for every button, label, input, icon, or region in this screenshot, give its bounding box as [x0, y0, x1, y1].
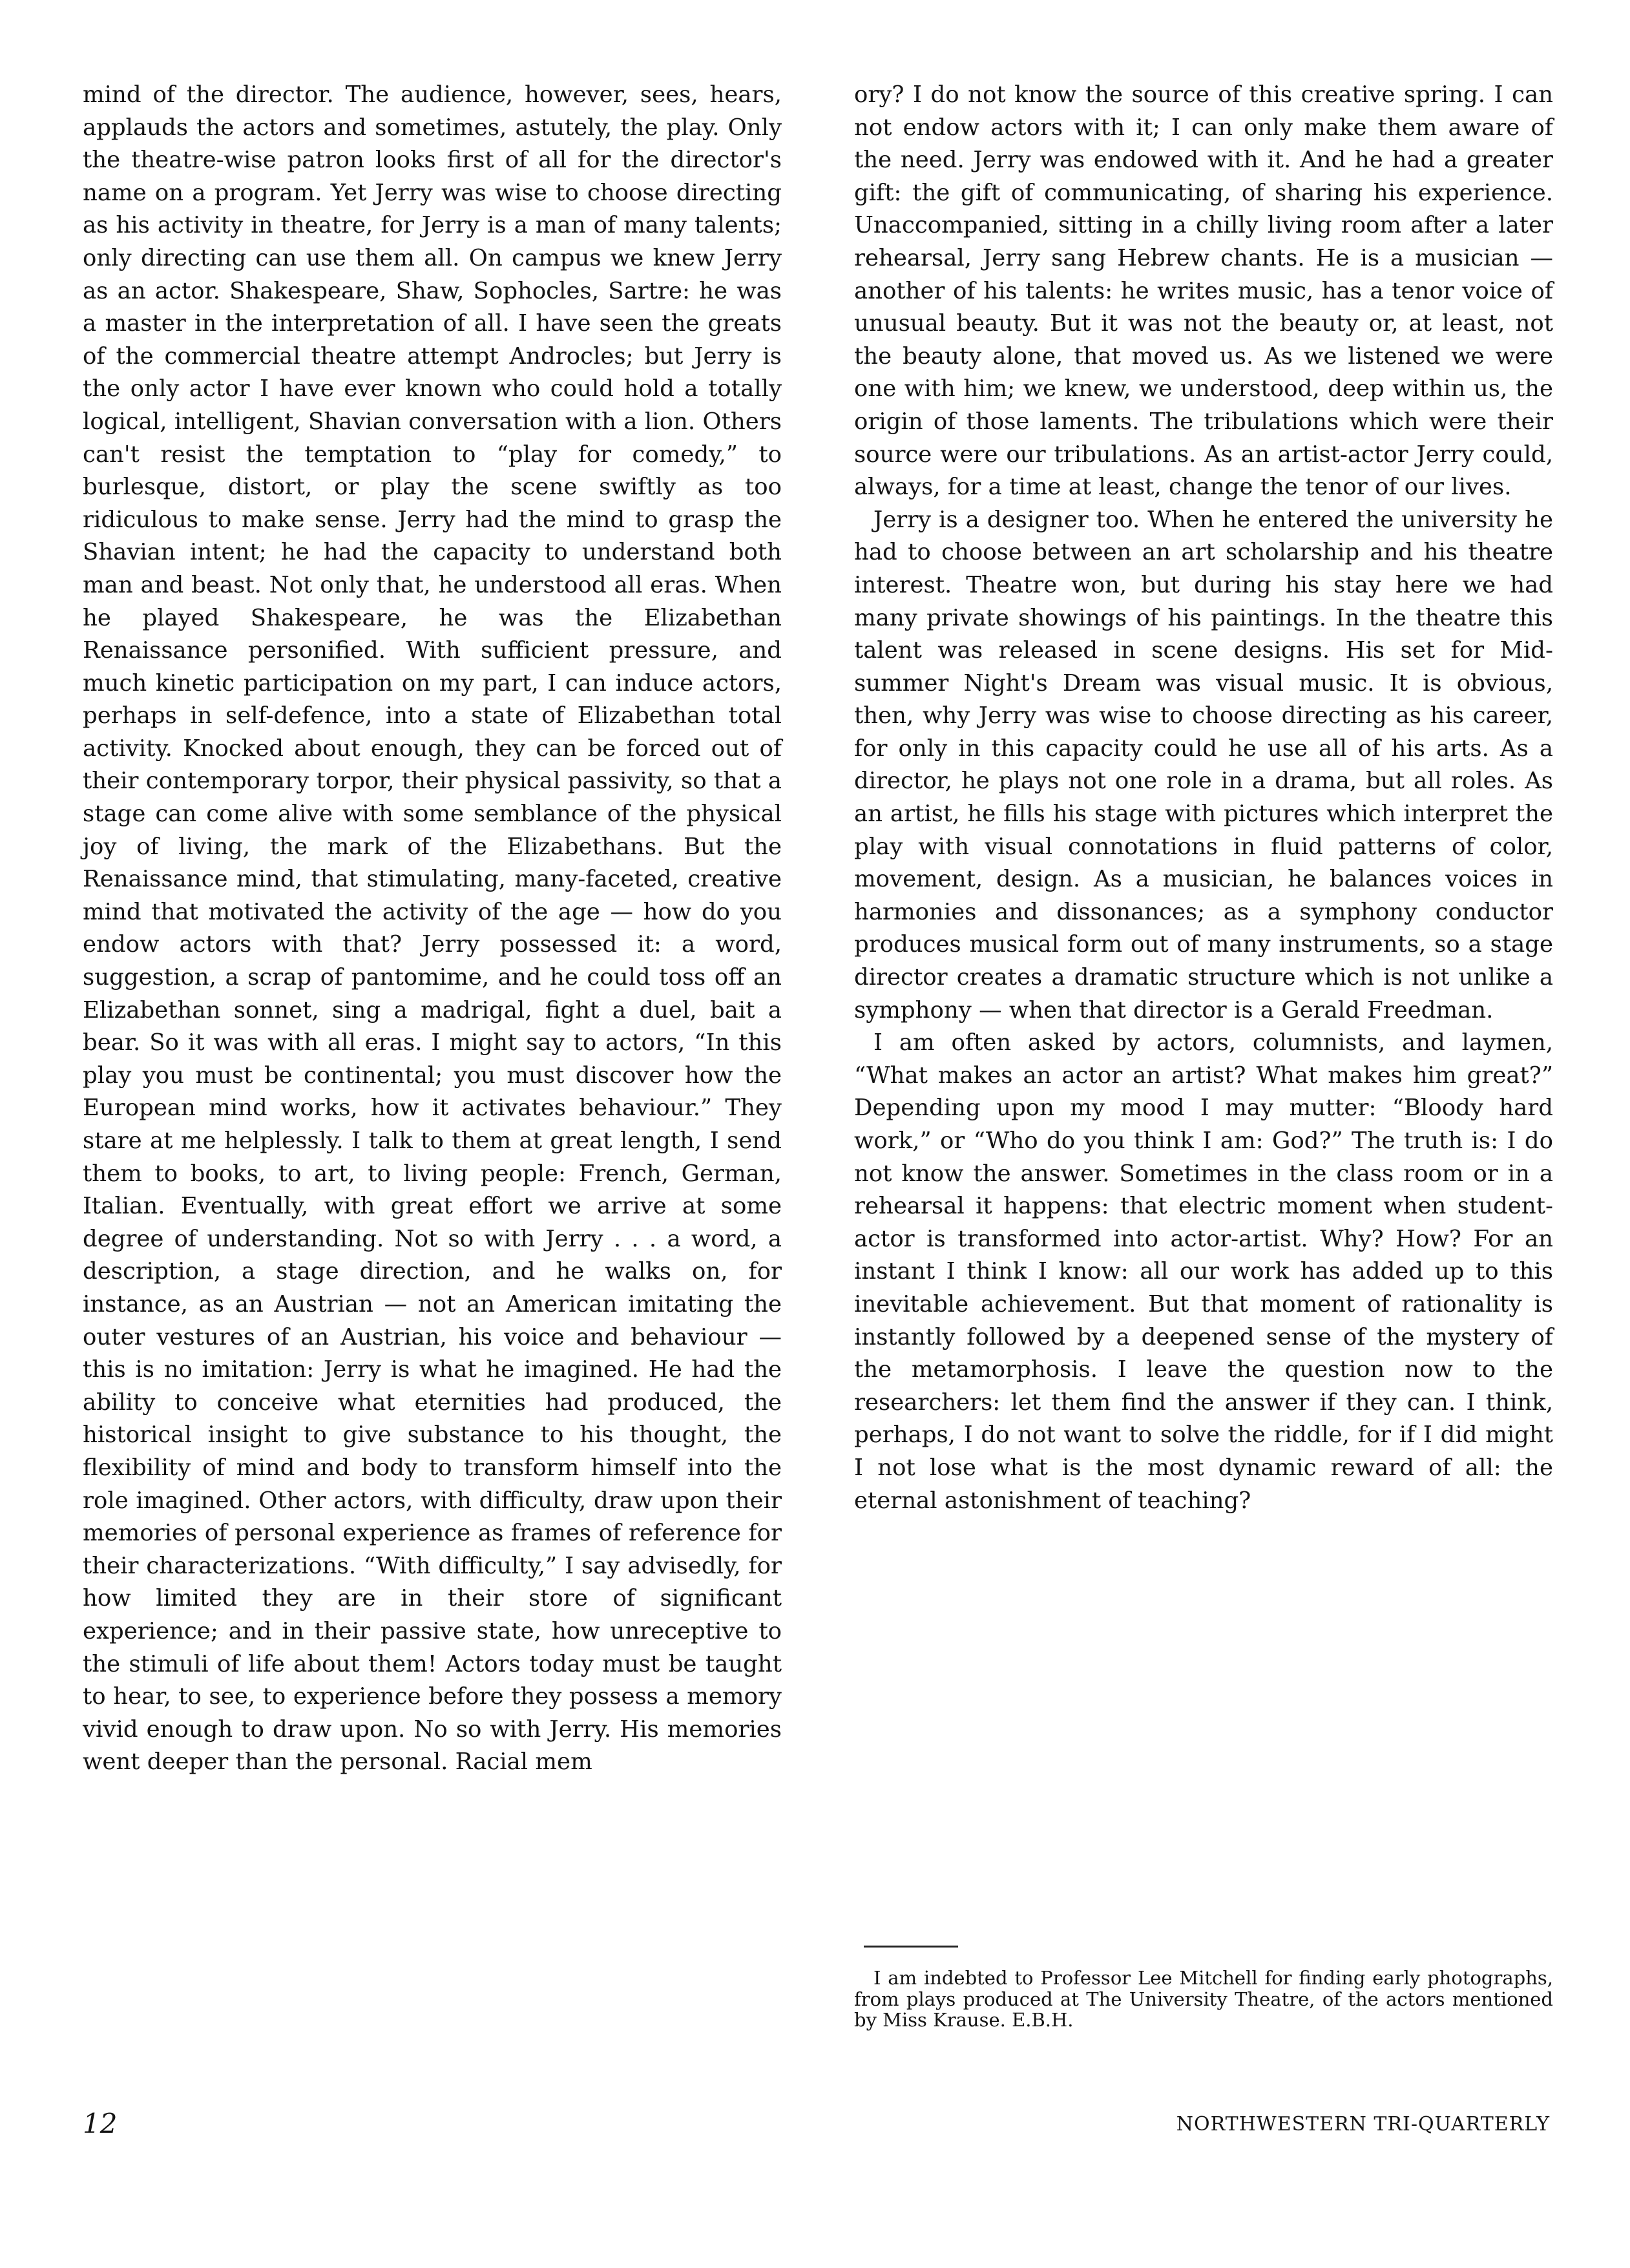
running-footer: NORTHWESTERN TRI-QUARTERLY	[1176, 2113, 1550, 2136]
footnote	[854, 1968, 1553, 2031]
paragraph: ory? I do not know the source of this creative spring. I can not endow actors with it; I can only make them aware of the need. Jerry was endowed with it. And he had a greater gift: the gift of communicating, of sharing his experience. Unaccompanied, sitting in a chilly living room after a later rehearsal, Jerry sang Hebrew chants. He is a musician — another of his talents: he writes music, has a tenor voice of unusual beauty. But it was not the beauty or, at least, not the beauty alone, that moved us. As we listened we were one with him; we knew, we understood, deep within us, the origin of those laments. The tribulations which were their source were our tribulations. As an artist-actor Jerry could, always, for a time at least, change the tenor of our lives.	[854, 81, 1553, 501]
right-column	[854, 79, 1553, 1517]
paragraph: mind of the director. The audience, however, sees, hears, applauds the actors and sometimes, astutely, the play. Only the theatre-wise patron looks first of all for the director's name on a program. Yet Jerry was wise to choose directing as his activity in theatre, for Jerry is a man of many talents; only directing can use them all. On campus we knew Jerry as an actor. Shakespeare, Shaw, Sophocles, Sartre: he was a master in the interpretation of all. I have seen the greats of the commercial theatre attempt Androcles; but Jerry is the only actor I have ever known who could hold a totally logical, intelligent, Shavian conversation with a lion. Others can't resist the temptation to “play for comedy,” to burlesque, distort, or play the scene swiftly as too ridiculous to make sense. Jerry had the mind to grasp the Shavian intent; he had the capacity to understand both man and beast. Not only that, he understood all eras. When he played Shakespeare, he was the Elizabethan Renaissance personified. With sufficient pressure, and much kinetic participation on my part, I can induce actors, perhaps in self-defence, into a state of Elizabethan total activity. Knocked about enough, they can be forced out of their contemporary torpor, their physical passivity, so that a stage can come alive with some semblance of the physical joy of living, the mark of the Elizabethans. But the Renaissance mind, that stimulating, many-faceted, creative mind that motivated the activity of the age — how do you endow actors with that? Jerry possessed it: a word, suggestion, a scrap of pantomime, and he could toss off an Elizabethan sonnet, sing a madrigal, fight a duel, bait a bear. So it was with all eras. I might say to actors, “In this play you must be continental; you must discover how the European mind works, how it activates behaviour.” They stare at me helplessly. I talk to them at great length, I send them to books, to art, to living people: French, German, Italian. Eventually, with great effort we arrive at some degree of understanding. Not so with Jerry . . . a word, a description, a stage direction, and he walks on, for instance, as an Austrian — not an American imitating the outer vestures of an Austrian, his voice and behaviour — this is no imitation: Jerry is what he imagined. He had the ability to conceive what eternities had produced, the historical insight to give substance to his thought, the flexibility of mind and body to transform himself into the role imagined. Other actors, with difficulty, draw upon their memories of personal experience as frames of reference for their characterizations. “With difficulty,” I say advisedly, for how limited they are in their store of significant experience; and in their passive state, how unreceptive to the stimuli of life about them! Actors today must be taught to hear, to see, to experience before they possess a memory vivid enough to draw upon. No so with Jerry. His memories went deeper than the personal. Racial mem	[83, 81, 782, 1776]
page-number: 12	[83, 2108, 118, 2139]
footnote-divider	[864, 1946, 958, 1948]
paragraph: I am often asked by actors, columnists, and laymen, “What makes an actor an artist? What makes him great?” Depending upon my mood I may mutter: “Bloody hard work,” or “Who do you think I am: God?” The truth is: I do not know the answer. Sometimes in the class room or in a rehearsal it happens: that electric moment when student-actor is transformed into actor-artist. Why? How? For an instant I think I know: all our work has added up to this inevitable achievement. But that moment of rationality is instantly followed by a deepened sense of the mystery of the metamorphosis. I leave the question now to the researchers: let them find the answer if they can. I think, perhaps, I do not want to solve the riddle, for if I did might I not lose what is the most dynamic reward of all: the eternal astonishment of teaching?	[854, 1029, 1553, 1514]
left-column	[83, 79, 782, 1779]
footnote-text: I am indebted to Professor Lee Mitchell for finding early photographs, from plays produced at The University Theatre, of the actors mentioned by Miss Krause. E.B.H.	[854, 1967, 1553, 2031]
paragraph: Jerry is a designer too. When he entered the university he had to choose between an art scholarship and his theatre interest. Theatre won, but during his stay here we had many private showings of his paintings. In the theatre this talent was released in scene designs. His set for Midsummer Night's Dream was visual music. It is obvious, then, why Jerry was wise to choose directing as his career, for only in this capacity could he use all of his arts. As a director, he plays not one role in a drama, but all roles. As an artist, he fills his stage with pictures which interpret the play with visual connotations in fluid patterns of color, movement, design. As a musician, he balances voices in harmonies and dissonances; as a symphony conductor produces musical form out of many instruments, so a stage director creates a dramatic structure which is not unlike a symphony — when that director is a Gerald Freedman.	[854, 506, 1553, 1024]
